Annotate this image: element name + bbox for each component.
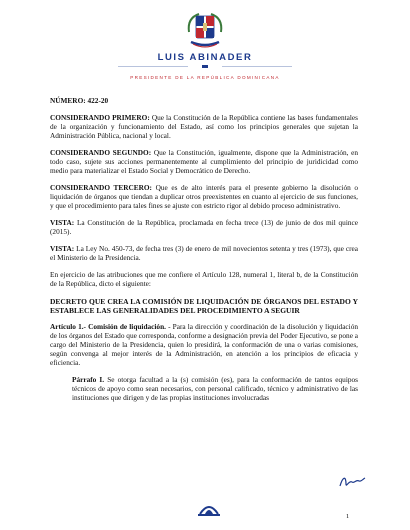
- articulo-1-text: - Para la dirección y coordinación de la disolución y liquidación de los órganos del Estado que corresponda, conforme a designación previa del Poder Ejecutivo, se pone a cargo del Ministerio de la Presidencia, quien lo presidirá, la conformación de una o varias comisiones, según convenga al mejor interés de la Administración, en atención a los principios de eficacia y eficiencia.: [50, 322, 358, 367]
- vista-constitucion: [50, 219, 358, 237]
- parrafo-1-text: Se otorga facultad a la (s) comisión (es), para la conformación de tantos equipos técnicos de apoyo como sean necesarios, con personal calificado, técnico y administrativo de las instituciones que dirigen y de las propias instituciones involucradas: [72, 374, 358, 402]
- vista-label: VISTA:: [50, 217, 75, 227]
- considerando-segundo-text: Que la Constitución, igualmente, dispone que la Administración, en todo caso, sujete sus acciones permanentemente al cumplimiento del principio de juridicidad como medio para materializar el Estado Social y Democrático de Derecho.: [50, 148, 358, 175]
- considerando-tercero-text: Que es de alto interés para el presente gobierno la disolución o liquidación de órganos que tiendan a duplicar otros preexistentes en cuanto al ejercicio de sus funciones, y que el procedimiento para tales fines se ajuste con estricto rigor al debido proceso administrativo.: [50, 182, 358, 210]
- header-ornament-icon: [200, 64, 210, 69]
- considerando-primero-text: Que la Constitución de la República contiene las bases fundamentales de la organización y funcionamiento del Estado, así como los principios generales que sujetan la Administración Pública, nacional y local.: [50, 113, 358, 140]
- page-number: 1: [346, 513, 350, 520]
- decree-number: NÚMERO: 422-20: [50, 96, 109, 105]
- document-body: [50, 97, 358, 402]
- vista-label: VISTA:: [50, 243, 75, 253]
- vista-ley: [50, 245, 358, 263]
- signature-icon: [337, 470, 367, 492]
- parrafo-1: [50, 376, 358, 403]
- considerando-segundo: [50, 149, 358, 176]
- president-name: LUIS ABINADER: [157, 52, 253, 63]
- decree-title: DECRETO QUE CREA LA COMISIÓN DE LIQUIDACIÓN DE ÓRGANOS DEL ESTADO Y ESTABLECE LAS GENERALIDADES DEL PROCEDIMIENTO A SEGUIR: [50, 296, 358, 315]
- considerando-segundo-label: CONSIDERANDO SEGUNDO:: [50, 148, 152, 157]
- considerando-primero-label: CONSIDERANDO PRIMERO:: [50, 113, 150, 123]
- articulo-1-label: Artículo 1.- Comisión de liquidación.: [50, 322, 166, 331]
- ejercicio-paragraph: En ejercicio de las atribuciones que me confiere el Artículo 128, numeral 1, literal b, de la Constitución de la República, dicto el siguiente:: [50, 269, 358, 288]
- vista-ley-text: La Ley No. 450-73, de fecha tres (3) de enero de mil novecientos setenta y tres (1973), que crea el Ministerio de la Presidencia.: [50, 243, 358, 262]
- articulo-1: [50, 323, 358, 368]
- header-rule-left: [118, 66, 188, 67]
- parrafo-1-label: Párrafo I.: [72, 374, 105, 384]
- president-subtitle: PRESIDENTE DE LA REPÚBLICA DOMINICANA: [130, 75, 280, 80]
- considerando-tercero: [50, 184, 358, 211]
- considerando-primero: [50, 114, 358, 141]
- vista-constitucion-text: La Constitución de la República, proclamada en fecha trece (13) de junio de dos mil quince (2015).: [50, 217, 358, 236]
- considerando-tercero-label: CONSIDERANDO TERCERO:: [50, 182, 152, 192]
- header-rule-right: [222, 66, 292, 67]
- presidential-seal-icon: [183, 6, 227, 50]
- footer-emblem-icon: [196, 498, 222, 518]
